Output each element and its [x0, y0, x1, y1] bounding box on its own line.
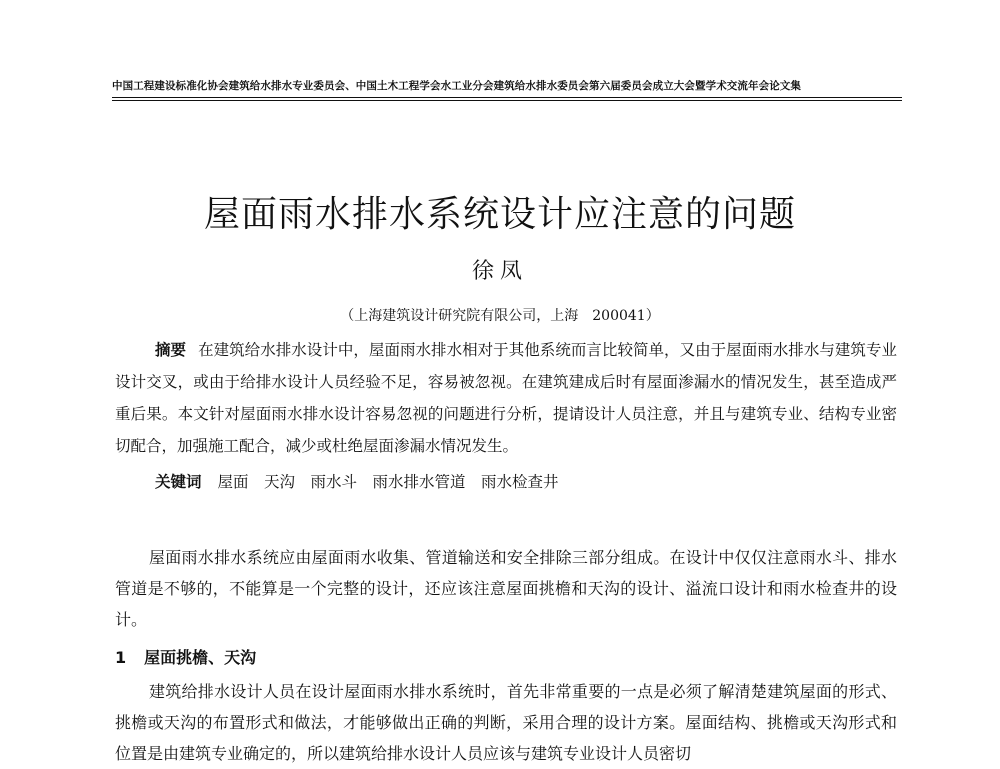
running-header: 中国工程建设标准化协会建筑给水排水专业委员会、中国土木工程学会水工业分会建筑给水排水委员会第六届委员会成立大会暨学术交流年会论文集: [112, 80, 801, 92]
section-paragraph: 建筑给排水设计人员在设计屋面雨水排水系统时，首先非常重要的一点是必须了解清楚建筑屋面的形式、挑檐或天沟的布置形式和做法，才能够做出正确的判断，采用合理的设计方案。屋面结构、挑檐或天沟形式和位置是由建筑专业确定的，所以建筑给排水设计人员应该与建筑专业设计人员密切: [115, 682, 897, 763]
section-heading: [115, 645, 256, 668]
header-rule-thick: [112, 97, 902, 98]
section-title: 屋面挑檐、天沟: [144, 648, 257, 667]
keywords-block: [155, 470, 559, 492]
abstract-text: 在建筑给水排水设计中，屋面雨水排水相对于其他系统而言比较简单，又由于屋面雨水排水与建筑专业设计交叉，或由于给排水设计人员经验不足，容易被忽视。在建筑建成后时有屋面渗漏水的情况发生，甚至造成严重后果。本文针对屋面雨水排水设计容易忽视的问题进行分析，提请设计人员注意，并且与建筑专业、结构专业密切配合，加强施工配合，减少或杜绝屋面渗漏水情况发生。: [115, 341, 897, 455]
keywords-label: 关键词: [155, 473, 202, 491]
header-rule-thin: [112, 100, 902, 101]
paper-title: 屋面雨水排水系统设计应注意的问题: [203, 194, 796, 235]
author-affiliation: （上海建筑设计研究院有限公司，上海 200041）: [340, 308, 660, 324]
abstract-label: 摘要: [155, 341, 187, 359]
abstract-block: [115, 334, 897, 462]
keywords-text: 屋面 天沟 雨水斗 雨水排水管道 雨水检查井: [217, 473, 559, 491]
author-name: 徐凤: [471, 259, 528, 284]
intro-paragraph: 屋面雨水排水系统应由屋面雨水收集、管道输送和安全排除三部分组成。在设计中仅仅注意雨水斗、排水管道是不够的，不能算是一个完整的设计，还应该注意屋面挑檐和天沟的设计、溢流口设计和雨水检查井的设计。: [115, 548, 897, 629]
section-number: 1: [115, 648, 127, 667]
